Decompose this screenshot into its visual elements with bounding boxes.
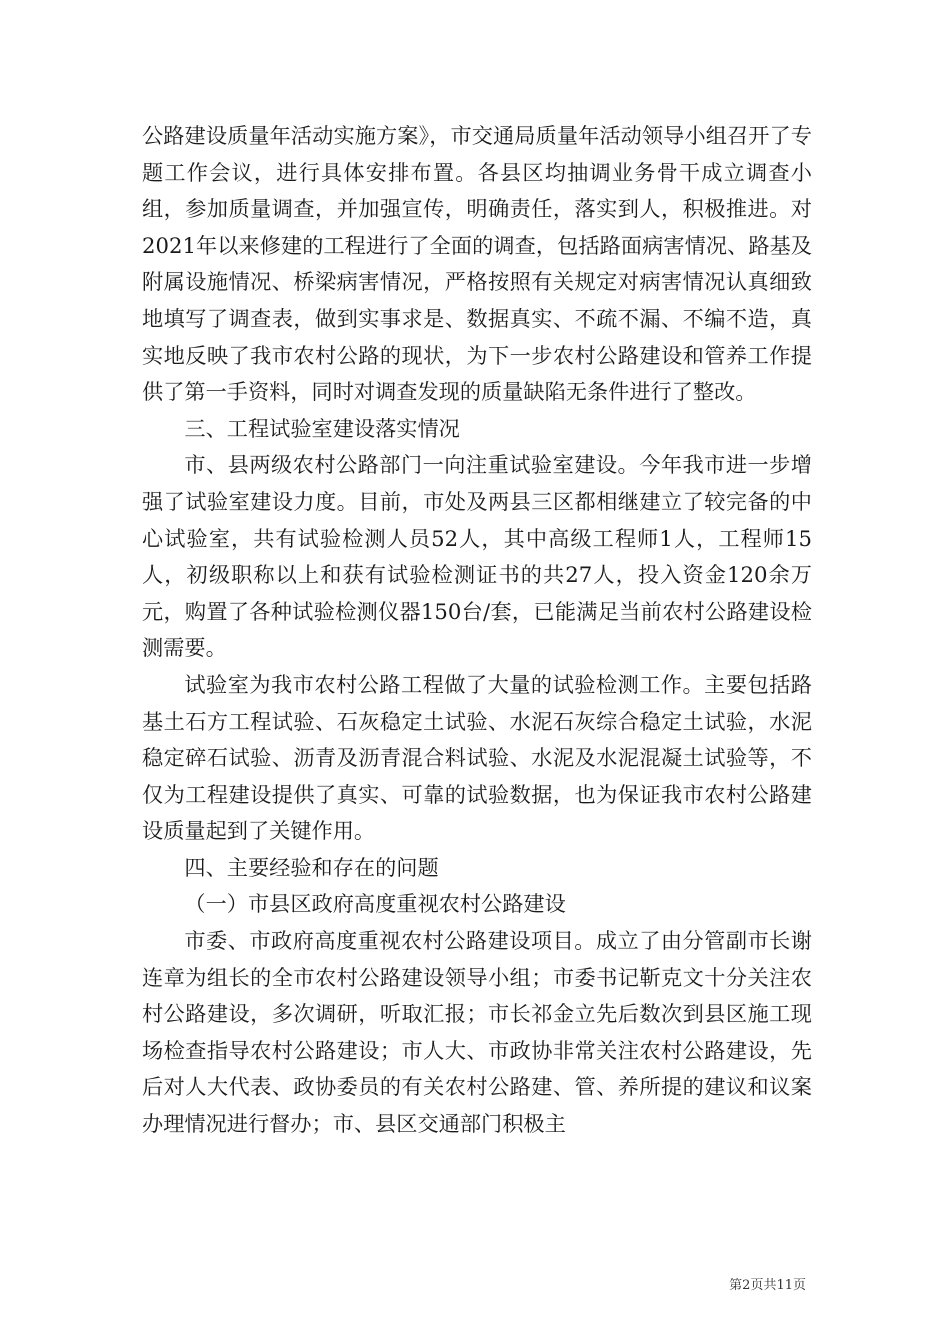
- heading-experience-issues: 四、主要经验和存在的问题: [184, 854, 439, 880]
- document-body: [142, 118, 812, 1143]
- subheading-government-attention: （一）市县区政府高度重视农村公路建设: [184, 891, 566, 917]
- paragraph-government-attention: 市委、市政府高度重视农村公路建设项目。成立了由分管副市长谢连章为组长的全市农村公路建设领导小组；市委书记靳克文十分关注农村公路建设，多次调研，听取汇报；市长祁金立先后数次到县区施工现场检查指导农村公路建设；市人大、市政协非常关注农村公路建设，先后对人大代表、政协委员的有关农村公路建、管、养所提的建议和议案办理情况进行督办；市、县区交通部门积极主: [142, 928, 812, 1137]
- heading-lab-construction: 三、工程试验室建设落实情况: [184, 415, 460, 441]
- page-number-footer: 第2页共11页: [729, 1278, 806, 1293]
- paragraph-survey: 公路建设质量年活动实施方案》，市交通局质量年活动领导小组召开了专题工作会议，进行具体安排布置。各县区均抽调业务骨干成立调查小组，参加质量调查，并加强宣传，明确责任，落实到人，积极推进。对2021年以来修建的工程进行了全面的调查，包括路面病害情况、路基及附属设施情况、桥梁病害情况，严格按照有关规定对病害情况认真细致地填写了调查表，做到实事求是、数据真实、不疏不漏、不编不造，真实地反映了我市农村公路的现状，为下一步农村公路建设和管养工作提供了第一手资料，同时对调查发现的质量缺陷无条件进行了整改。: [142, 123, 812, 405]
- paragraph-lab-work: 试验室为我市农村公路工程做了大量的试验检测工作。主要包括路基土石方工程试验、石灰稳定土试验、水泥石灰综合稳定土试验，水泥稳定碎石试验、沥青及沥青混合料试验、水泥及水泥混凝土试验等，不仅为工程建设提供了真实、可靠的试验数据，也为保证我市农村公路建设质量起到了关键作用。: [142, 671, 812, 844]
- paragraph-lab-construction: 市、县两级农村公路部门一向注重试验室建设。今年我市进一步增强了试验室建设力度。目前，市处及两县三区都相继建立了较完备的中心试验室，共有试验检测人员52人，其中高级工程师1人，工程师15人，初级职称以上和获有试验检测证书的共27人，投入资金120余万元，购置了各种试验检测仪器150台/套，已能满足当前农村公路建设检测需要。: [142, 452, 812, 661]
